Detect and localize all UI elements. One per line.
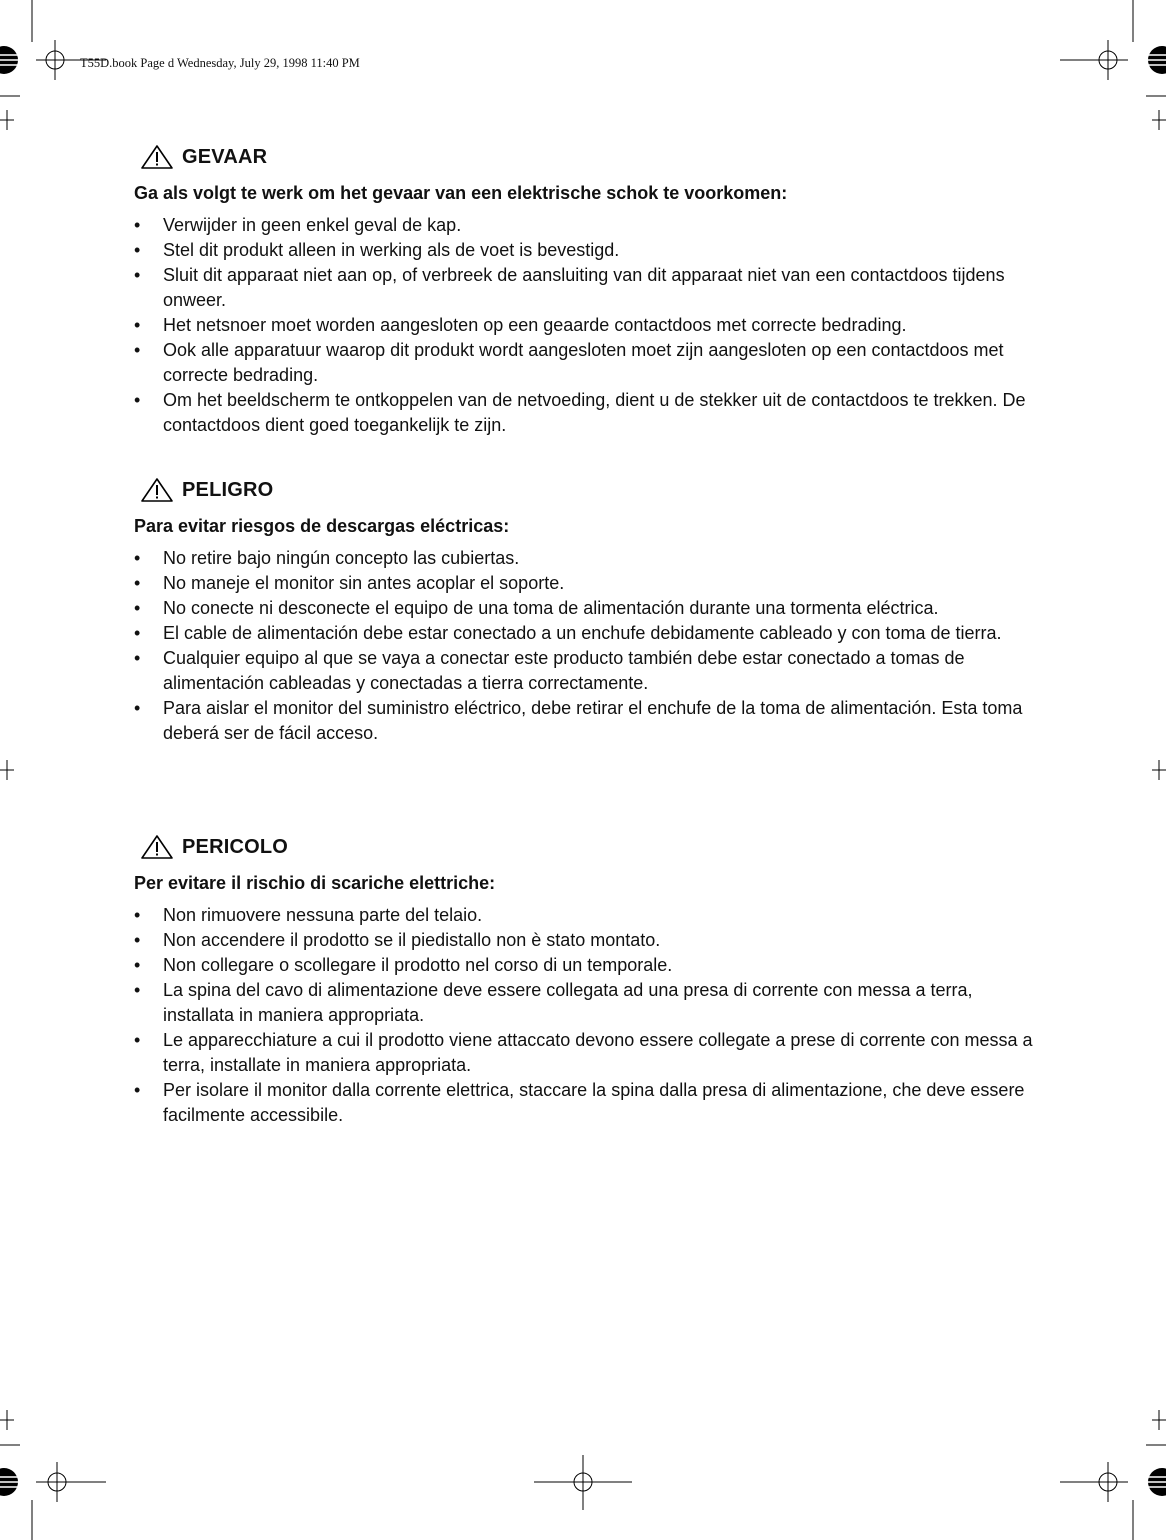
section-intro: Per evitare il rischio di scariche elettriche: bbox=[134, 873, 496, 893]
list-item: • La spina del cavo di alimentazione deve essere collegata ad una presa di corrente con messa a terra, installata in maniera appropriata. bbox=[134, 980, 973, 1025]
list-item: • No conecte ni desconecte el equipo de una toma de alimentación durante una tormenta eléctrica. bbox=[134, 598, 939, 618]
list-item: • Para aislar el monitor del suministro eléctrico, debe retirar el enchufe de la toma de alimentación. Esta toma deberá ser de fácil acceso. bbox=[134, 698, 1023, 743]
list-item: • Stel dit produkt alleen in werking als de voet is bevestigd. bbox=[134, 240, 620, 260]
warning-triangle-icon bbox=[140, 477, 174, 503]
bullet-list bbox=[134, 903, 1034, 1128]
list-item: • Het netsnoer moet worden aangesloten op een geaarde contactdoos met correcte bedrading. bbox=[134, 315, 907, 335]
list-item: • No maneje el monitor sin antes acoplar el soporte. bbox=[134, 573, 565, 593]
warning-section-spanish bbox=[134, 476, 1034, 746]
section-title: GEVAAR bbox=[182, 145, 268, 168]
list-item: • Ook alle apparatuur waarop dit produkt wordt aangesloten moet zijn aangesloten op een contactdoos met correcte bedrading. bbox=[134, 340, 1004, 385]
list-item: • No retire bajo ningún concepto las cubiertas. bbox=[134, 548, 520, 568]
list-item: • Non rimuovere nessuna parte del telaio. bbox=[134, 905, 483, 925]
section-heading bbox=[134, 143, 1034, 171]
warning-section-dutch bbox=[134, 143, 1034, 438]
list-item: • Cualquier equipo al que se vaya a conectar este producto también debe estar conectado a tomas de alimentación cableadas y conectadas a tierra correctamente. bbox=[134, 648, 965, 693]
section-intro: Ga als volgt te werk om het gevaar van een elektrische schok te voorkomen: bbox=[134, 183, 788, 203]
bullet-list bbox=[134, 546, 1034, 746]
list-item: • Non collegare o scollegare il prodotto nel corso di un temporale. bbox=[134, 955, 673, 975]
section-title: PELIGRO bbox=[182, 478, 274, 501]
section-heading bbox=[134, 833, 1034, 861]
list-item: • Om het beeldscherm te ontkoppelen van de netvoeding, dient u de stekker uit de contactdoos te trekken. De contactdoos dient goed toegankelijk te zijn. bbox=[134, 390, 1026, 435]
warning-triangle-icon bbox=[140, 144, 174, 170]
warning-triangle-icon bbox=[140, 834, 174, 860]
bullet-list bbox=[134, 213, 1034, 438]
list-item: • Sluit dit apparaat niet aan op, of verbreek de aansluiting van dit apparaat niet van een contactdoos tijdens onweer. bbox=[134, 265, 1005, 310]
list-item: • El cable de alimentación debe estar conectado a un enchufe debidamente cableado y con toma de tierra. bbox=[134, 623, 1002, 643]
section-title: PERICOLO bbox=[182, 835, 289, 858]
print-header: T55D.book Page d Wednesday, July 29, 1998 11:40 PM bbox=[80, 56, 360, 70]
list-item: • Verwijder in geen enkel geval de kap. bbox=[134, 215, 462, 235]
list-item: • Non accendere il prodotto se il piedistallo non è stato montato. bbox=[134, 930, 661, 950]
warning-section-italian bbox=[134, 833, 1034, 1128]
list-item: • Le apparecchiature a cui il prodotto viene attaccato devono essere collegate a prese di corrente con messa a terra, installate in maniera appropriata. bbox=[134, 1030, 1033, 1075]
section-heading bbox=[134, 476, 1034, 504]
section-intro: Para evitar riesgos de descargas eléctricas: bbox=[134, 516, 510, 536]
list-item: • Per isolare il monitor dalla corrente elettrica, staccare la spina dalla presa di alimentazione, che deve essere facilmente accessibile. bbox=[134, 1080, 1025, 1125]
